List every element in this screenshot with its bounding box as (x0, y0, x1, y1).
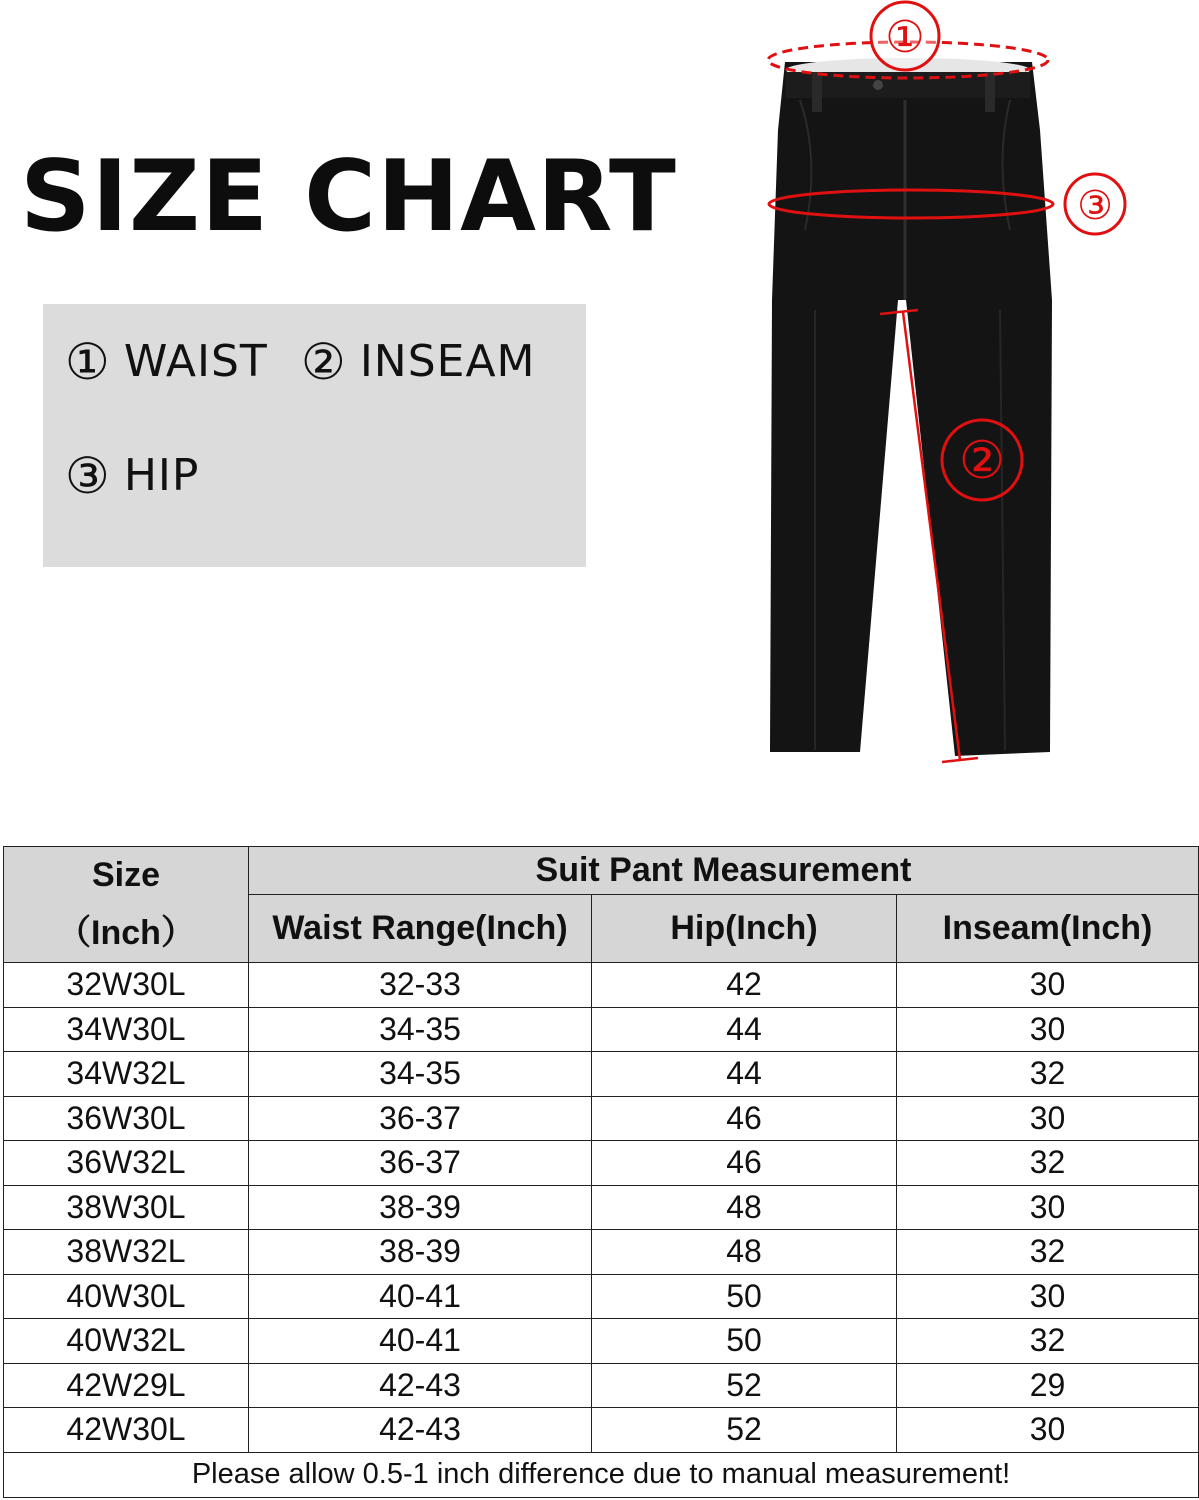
cell-hip: 50 (592, 1319, 897, 1364)
cell-hip: 44 (592, 1007, 897, 1052)
legend-item-waist (65, 332, 268, 391)
belt-loop (812, 72, 822, 112)
cell-inseam: 32 (897, 1052, 1199, 1097)
cell-size: 38W30L (4, 1185, 249, 1230)
cell-inseam: 30 (897, 963, 1199, 1008)
cell-size: 40W30L (4, 1274, 249, 1319)
table-row (4, 1408, 1199, 1453)
table-row (4, 1185, 1199, 1230)
table-row (4, 1230, 1199, 1275)
cell-size: 42W30L (4, 1408, 249, 1453)
table-row (4, 1274, 1199, 1319)
measurement-legend (43, 304, 586, 567)
inseam-marker-label: ② (958, 431, 1006, 491)
cell-inseam: 30 (897, 1096, 1199, 1141)
size-header-label: Size (91, 855, 161, 894)
table-row (4, 1096, 1199, 1141)
column-header-waist: Waist Range(Inch) (249, 895, 592, 963)
cell-size: 36W30L (4, 1096, 249, 1141)
legend-number: ② (301, 332, 346, 391)
page-title: SIZE CHART (20, 140, 677, 254)
cell-size: 40W32L (4, 1319, 249, 1364)
cell-inseam: 30 (897, 1274, 1199, 1319)
legend-item-inseam (301, 332, 536, 391)
cell-size: 36W32L (4, 1141, 249, 1186)
cell-waist: 38-39 (249, 1230, 592, 1275)
legend-number: ① (65, 332, 110, 391)
table-row (4, 1052, 1199, 1097)
column-header-inseam: Inseam(Inch) (897, 895, 1199, 963)
cell-hip: 50 (592, 1274, 897, 1319)
table-row (4, 1141, 1199, 1186)
cell-hip: 44 (592, 1052, 897, 1097)
measurement-note: Please allow 0.5-1 inch difference due to manual measurement! (4, 1452, 1199, 1497)
cell-hip: 52 (592, 1408, 897, 1453)
cell-size: 38W32L (4, 1230, 249, 1275)
cell-waist: 38-39 (249, 1185, 592, 1230)
cell-size: 34W30L (4, 1007, 249, 1052)
column-header-hip: Hip(Inch) (592, 895, 897, 963)
cell-inseam: 32 (897, 1141, 1199, 1186)
cell-size: 34W32L (4, 1052, 249, 1097)
cell-inseam: 29 (897, 1363, 1199, 1408)
size-header-unit: （Inch） (57, 913, 195, 952)
cell-waist: 42-43 (249, 1363, 592, 1408)
cell-size: 32W30L (4, 963, 249, 1008)
legend-label: WAIST (123, 336, 268, 387)
legend-number: ③ (65, 446, 110, 505)
table-row (4, 963, 1199, 1008)
waist-marker-label: ① (885, 12, 925, 63)
cell-waist: 42-43 (249, 1408, 592, 1453)
table-row (4, 1007, 1199, 1052)
cell-hip: 52 (592, 1363, 897, 1408)
cell-hip: 48 (592, 1230, 897, 1275)
belt-loop (985, 72, 995, 112)
table-row (4, 1319, 1199, 1364)
cell-inseam: 32 (897, 1319, 1199, 1364)
cell-waist: 36-37 (249, 1096, 592, 1141)
cell-waist: 34-35 (249, 1052, 592, 1097)
pants-illustration (750, 0, 1170, 780)
table-note-row (4, 1452, 1199, 1497)
cell-hip: 42 (592, 963, 897, 1008)
table-row (4, 1363, 1199, 1408)
cell-inseam: 32 (897, 1230, 1199, 1275)
cell-waist: 32-33 (249, 963, 592, 1008)
cell-inseam: 30 (897, 1185, 1199, 1230)
size-header (4, 847, 249, 963)
cell-size: 42W29L (4, 1363, 249, 1408)
legend-label: HIP (123, 450, 200, 501)
cell-waist: 36-37 (249, 1141, 592, 1186)
cell-hip: 46 (592, 1096, 897, 1141)
cell-inseam: 30 (897, 1007, 1199, 1052)
cell-waist: 34-35 (249, 1007, 592, 1052)
legend-item-hip (65, 446, 200, 505)
cell-hip: 48 (592, 1185, 897, 1230)
legend-label: INSEAM (359, 336, 536, 387)
cell-hip: 46 (592, 1141, 897, 1186)
cell-inseam: 30 (897, 1408, 1199, 1453)
group-header: Suit Pant Measurement (249, 847, 1199, 895)
button-icon (873, 80, 883, 90)
cell-waist: 40-41 (249, 1274, 592, 1319)
size-table (3, 846, 1199, 1498)
hip-marker-label: ③ (1077, 183, 1113, 229)
cell-waist: 40-41 (249, 1319, 592, 1364)
